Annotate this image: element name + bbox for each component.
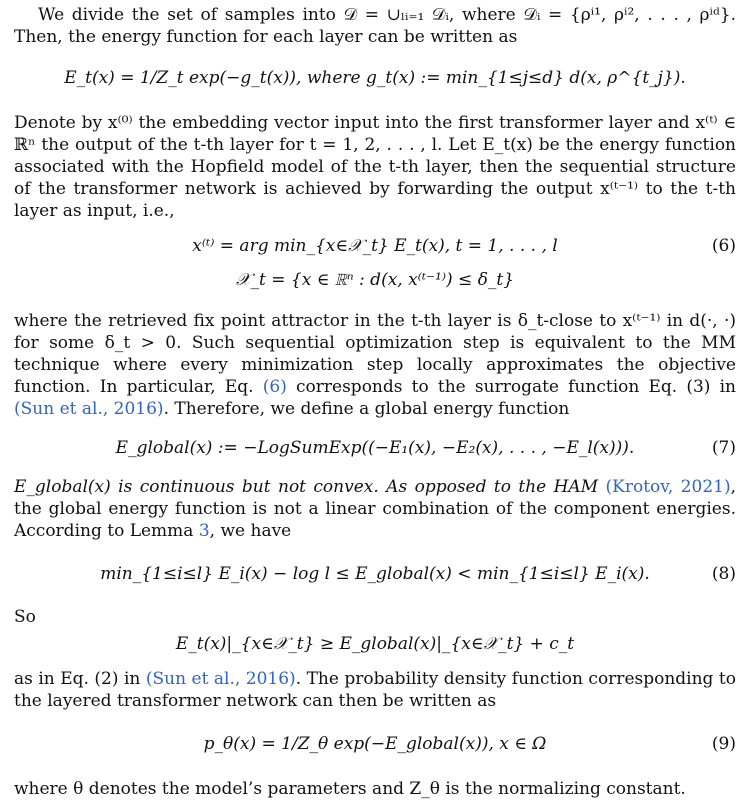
paragraph-so-text: So: [14, 607, 36, 627]
equation-so: [14, 630, 736, 664]
paragraph-density-text-a: as in Eq. (2) in: [14, 669, 146, 689]
equation-energy-text: E_t(x) = 1/Z_t exp(−g_t(x)), where g_t(x) := min_{1≤j≤d} d(x, ρ^{t_j}).: [64, 68, 686, 88]
citation-sun-2016-link[interactable]: (Sun et al., 2016): [14, 399, 164, 419]
equation-energy: [14, 56, 736, 104]
paragraph-samples: [14, 4, 736, 48]
equation-6: [14, 232, 736, 302]
equation-7-number: (7): [711, 438, 736, 458]
equation-7-text: E_global(x) := −LogSumExp((−E₁(x), −E₂(x), . . . , −E_l(x))).: [115, 438, 635, 458]
equation-7: [14, 428, 736, 468]
paragraph-attractor-text-c: . Therefore, we define a global energy function: [163, 399, 570, 419]
paragraph-density: [14, 668, 736, 712]
equation-9: [14, 720, 736, 770]
citation-krotov-2021-link[interactable]: (Krotov, 2021): [605, 477, 731, 497]
equation-6-line1: x⁽ᵗ⁾ = arg min_{x∈𝒳_t} E_t(x), t = 1, . . . , l: [192, 236, 558, 256]
paragraph-theta: [14, 778, 736, 800]
equation-9-text: p_θ(x) = 1/Z_θ exp(−E_global(x)), x ∈ Ω: [203, 734, 547, 754]
paragraph-layers-text: Denote by x⁽⁰⁾ the embedding vector input into the first transformer layer and x⁽ᵗ⁾ ∈ ℝⁿ the output of the t-th layer for t = 1, 2, . . . , l. Let E_t(x) be the energy function associated with the Hopfield model of the t-th layer, then the sequential structure of the transformer network is achieved by forwarding the output x⁽ᵗ⁻¹⁾ to the t-th layer as input, i.e.,: [14, 113, 736, 221]
equation-8-text: min_{1≤i≤l} E_i(x) − log l ≤ E_global(x) < min_{1≤i≤l} E_i(x).: [100, 564, 650, 584]
equation-9-number: (9): [711, 734, 736, 754]
paragraph-global-energy-text-c: , we have: [209, 521, 292, 541]
paragraph-attractor-text-b: corresponds to the surrogate function Eq. (3) in: [286, 377, 736, 397]
paragraph-density-text-b: . The probability density function corresponding to the layered transformer network can then be written as: [14, 669, 736, 711]
paragraph-attractor-text-a: where the retrieved fix point attractor in the t-th layer is δ_t-close to x⁽ᵗ⁻¹⁾ in d(·, ·) for some δ_t > 0. Such sequential optimization step is equivalent to the MM technique where every minimization step locally approximates the objective function. In particular, Eq.: [14, 311, 736, 397]
equation-8: [14, 550, 736, 598]
paragraph-attractor: [14, 310, 736, 420]
paragraph-so: [14, 606, 736, 628]
equation-6-reference-link[interactable]: (6): [262, 377, 287, 397]
paragraph-layers: [14, 112, 736, 222]
paragraph-global-energy: [14, 476, 736, 542]
paragraph-samples-text: We divide the set of samples into 𝒟 = ∪ₗᵢ₌₁ 𝒟ᵢ, where 𝒟ᵢ = {ρⁱ¹, ρⁱ², . . . , ρⁱᵈ}. Then, the energy function for each layer can be written as: [14, 5, 736, 47]
citation-sun-2016-link-2[interactable]: (Sun et al., 2016): [145, 669, 296, 689]
equation-6-number: (6): [711, 236, 736, 256]
equation-6-line2: 𝒳_t = {x ∈ ℝⁿ : d(x, x⁽ᵗ⁻¹⁾) ≤ δ_t}: [235, 270, 515, 290]
lemma-3-reference-link[interactable]: 3: [198, 521, 210, 541]
paragraph-theta-text: where θ denotes the model’s parameters and Z_θ is the normalizing constant.: [14, 779, 686, 799]
equation-8-number: (8): [711, 564, 736, 584]
paragraph-global-energy-text-b: , the global energy function is not a linear combination of the component energies. According to Lemma: [14, 477, 736, 541]
paragraph-global-energy-text-a: E_global(x) is continuous but not convex. As opposed to the HAM: [14, 477, 606, 497]
paper-page: [14, 4, 736, 800]
equation-so-text: E_t(x)|_{x∈𝒳_t} ≥ E_global(x)|_{x∈𝒳_t} + c_t: [175, 634, 575, 654]
